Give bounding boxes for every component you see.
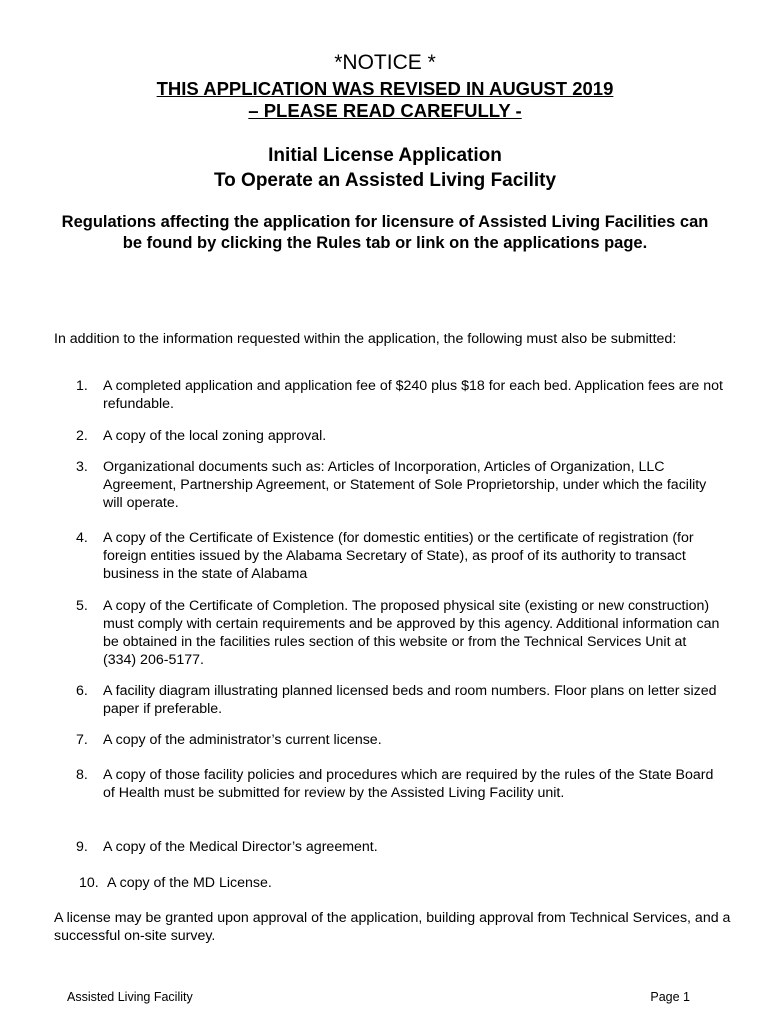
revision-line-1: THIS APPLICATION WAS REVISED IN AUGUST 2019: [156, 78, 614, 99]
item-number: 7.: [76, 732, 88, 748]
item-text: A copy of those facility policies and procedures which are required by the rules of the State Board of Health must be submitted for review by the Assisted Living Facility unit.: [103, 767, 714, 801]
revision-line-2: – PLEASE READ CAREFULLY -: [248, 100, 522, 121]
item-text: Organizational documents such as: Articles of Incorporation, Articles of Organization, LLC Agreement, Partnership Agreement, or Statement of Sole Proprietorship, under which the facility will operate.: [103, 459, 707, 511]
list-item: [54, 731, 724, 749]
list-item: [54, 682, 724, 718]
item-number: 3.: [76, 459, 88, 475]
footer-page-number: Page 1: [650, 990, 690, 1004]
item-text: A facility diagram illustrating planned licensed beds and room numbers. Floor plans on letter sized paper if preferable.: [103, 683, 717, 717]
title-line-1: Initial License Application: [268, 145, 502, 166]
footer-facility: Assisted Living Facility: [67, 990, 193, 1004]
list-item: [54, 838, 724, 856]
item-number: 10.: [79, 875, 99, 891]
item-number: 1.: [76, 378, 88, 394]
closing-paragraph: A license may be granted upon approval of the application, building approval from Technical Services, and a successful on-site survey.: [54, 910, 731, 944]
item-text: A copy of the administrator’s current license.: [103, 732, 382, 748]
item-text: A completed application and application fee of $240 plus $18 for each bed. Application fees are not refundable.: [103, 378, 723, 412]
list-item: [54, 377, 724, 413]
list-item: [54, 427, 724, 445]
item-text: A copy of the Certificate of Existence (for domestic entities) or the certificate of registration (for foreign entities issued by the Alabama Secretary of State), as proof of its authority to transact business in the state of Alabama: [103, 530, 694, 582]
title-line-2: To Operate an Assisted Living Facility: [213, 170, 557, 191]
item-number: 8.: [76, 767, 88, 783]
item-number: 2.: [76, 428, 88, 444]
notice-heading: [0, 50, 770, 76]
item-text: A copy of the Certificate of Completion. The proposed physical site (existing or new construction) must comply with certain requirements and be approved by this agency. Additional information can be obtained in the facilities rules section of this website or from the Technical Services Unit at (334) 206-5177.: [103, 598, 720, 668]
item-number: 5.: [76, 598, 88, 614]
list-item: [54, 766, 724, 802]
intro-paragraph: In addition to the information requested within the application, the following must also be submitted:: [54, 331, 677, 347]
item-number: 9.: [76, 839, 88, 855]
list-item: [54, 874, 724, 892]
application-title: [0, 143, 770, 193]
item-text: A copy of the local zoning approval.: [103, 428, 327, 444]
item-number: 6.: [76, 683, 88, 699]
item-number: 4.: [76, 530, 88, 546]
regulations-note: Regulations affecting the application for licensure of Assisted Living Facilities can be found by clicking the Rules tab or link on the applications page.: [61, 213, 709, 252]
list-item: [54, 597, 724, 669]
list-item: [54, 529, 724, 583]
revision-notice: [0, 78, 770, 122]
list-item: [54, 458, 724, 512]
notice-text: *NOTICE *: [334, 51, 436, 74]
item-text: A copy of the MD License.: [107, 875, 272, 891]
item-text: A copy of the Medical Director’s agreement.: [103, 839, 378, 855]
